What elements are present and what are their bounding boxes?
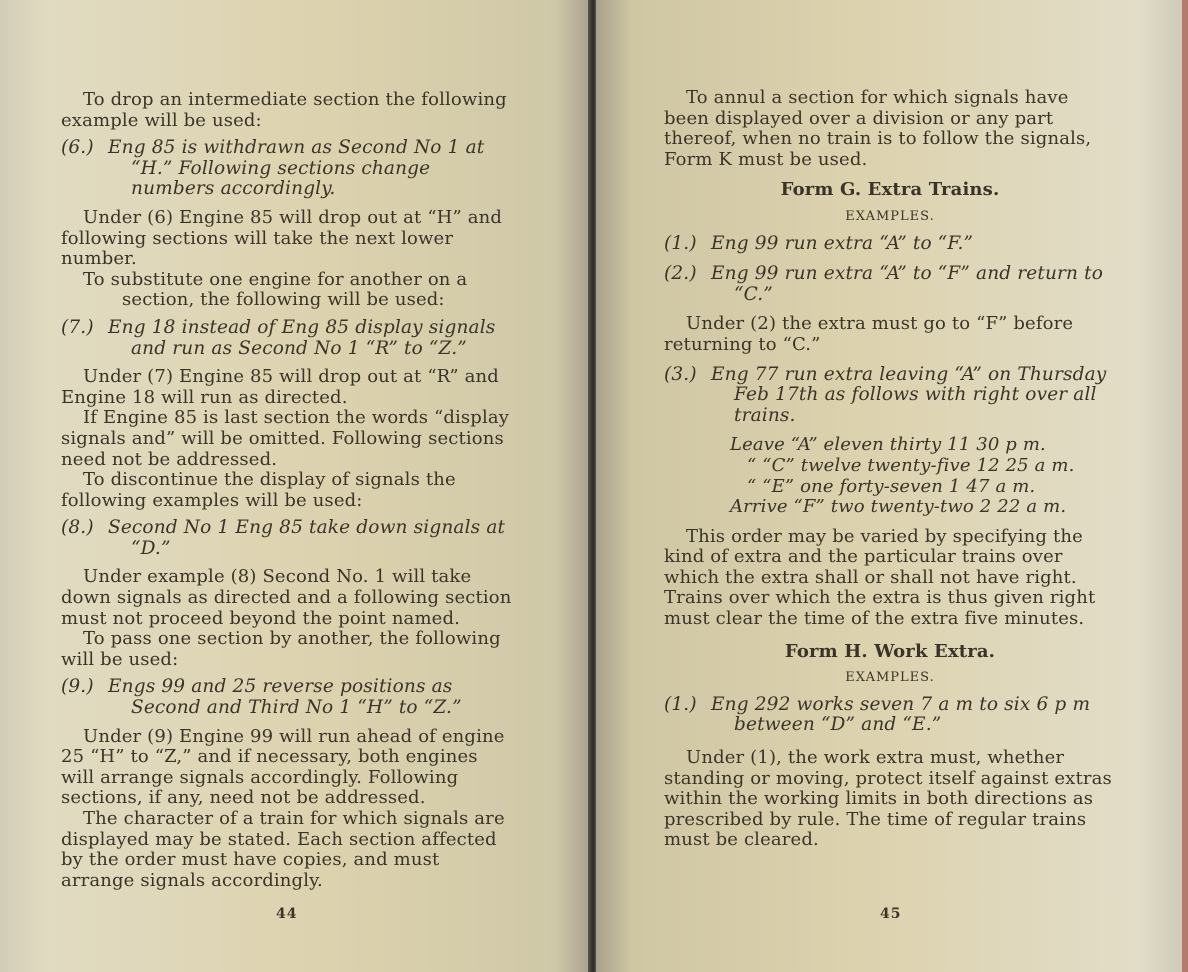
right-paragraph-4: Under (1), the work extra must, whether standing or moving, protect itself against extras within the working limits in both directions as prescribed by rule. The time of regular trains must be cleared.: [664, 747, 1112, 851]
right-paragraph-3: This order may be varied by specifying the kind of extra and the particular trains over which the extra shall or shall not have right. Trains over which the extra is thus given right must clear the time of the extra five minutes.: [664, 525, 1096, 630]
right-page-number: 45: [880, 906, 902, 922]
left-paragraph-7: Under example (8) Second No. 1 will take down signals as directed and a following section must not proceed beyond the point named.: [61, 566, 512, 629]
schedule-line-2: “ “C” twelve twenty-five 12 25 a m.: [747, 454, 1075, 476]
left-paragraph-10: The character of a train for which signals are displayed may be stated. Each section affected by the order must have copies, and must arrange signals accordingly.: [61, 808, 505, 891]
example-7-text: Eng 18 instead of Eng 85 display signals and run as Second No 1 “R” to “Z.”: [108, 316, 496, 359]
schedule-line-1: Leave “A” eleven thirty 11 30 p m.: [730, 434, 1046, 456]
form-h-example-1-text: Eng 292 works seven 7 a m to six 6 p m between “D” and “E.”: [711, 693, 1091, 736]
form-h-heading: Form H. Work Extra.: [784, 640, 996, 662]
form-g-examples-label: EXAMPLES.: [845, 208, 935, 224]
left-paragraph-2: Under (6) Engine 85 will drop out at “H” and following sections will take the next lower number.: [61, 206, 503, 270]
form-h-example-1-number: (1.): [664, 693, 697, 715]
right-paragraph-2: Under (2) the extra must go to “F” before returning to “C.”: [664, 313, 1074, 355]
schedule-line-3: “ “E” one forty-seven 1 47 a m.: [747, 475, 1036, 497]
form-g-example-2-number: (2.): [664, 263, 697, 285]
left-text-column: [61, 90, 513, 891]
left-paragraph-1: To drop an intermediate section the following example will be used:: [61, 89, 507, 131]
example-8-number: (8.): [61, 517, 94, 539]
right-page: [596, 0, 1188, 972]
form-g-example-3-text: Eng 77 run extra leaving “A” on Thursday Feb 17th as follows with right over all trains.: [711, 363, 1107, 426]
left-paragraph-4: Under (7) Engine 85 will drop out at “R” and Engine 18 will run as directed.: [61, 366, 499, 408]
form-g-heading: Form G. Extra Trains.: [780, 179, 1000, 201]
example-8: [61, 518, 513, 559]
schedule-line-4: Arrive “F” two twenty-two 2 22 a m.: [730, 496, 1067, 518]
left-paragraph-6: To discontinue the display of signals the following examples will be used:: [61, 469, 456, 511]
form-g-example-1-number: (1.): [664, 232, 697, 254]
schedule-block: [664, 435, 1116, 517]
left-paragraph-9: Under (9) Engine 99 will run ahead of engine 25 “H” to “Z,” and if necessary, both engines will arrange signals accordingly. Following sections, if any, need not be addressed.: [61, 725, 505, 809]
form-g-example-1-text: Eng 99 run extra “A” to “F.”: [711, 232, 974, 254]
form-g-example-2-text: Eng 99 run extra “A” to “F” and return to “C.”: [711, 263, 1103, 305]
left-page: [0, 0, 590, 972]
form-g-example-3: [664, 365, 1116, 427]
form-g-example-2: [664, 264, 1116, 305]
right-paragraph-1: To annul a section for which signals have been displayed over a division or any part thereof, when no train is to follow the signals, Form K must be used.: [664, 87, 1092, 170]
example-9: [61, 677, 513, 718]
example-6-text: Eng 85 is withdrawn as Second No 1 at “H.” Following sections change numbers accordingly.: [108, 137, 485, 200]
example-8-text: Second No 1 Eng 85 take down signals at “D.”: [108, 517, 506, 559]
form-h-example-1: [664, 695, 1116, 736]
left-paragraph-5: If Engine 85 is last section the words “display signals and” will be omitted. Following sections need not be addressed.: [61, 407, 510, 470]
form-g-example-1: [664, 234, 1116, 255]
left-paragraph-3: To substitute one engine for another on a section, the following will be used:: [83, 268, 468, 311]
form-g-example-3-number: (3.): [664, 363, 697, 385]
example-6: [61, 138, 513, 200]
right-text-column: [664, 88, 1116, 851]
left-paragraph-8: To pass one section by another, the following will be used:: [61, 628, 501, 670]
example-9-text: Engs 99 and 25 reverse positions as Second and Third No 1 “H” to “Z.”: [108, 676, 462, 719]
page-edge: [1182, 0, 1188, 972]
form-h-examples-label: EXAMPLES.: [845, 670, 935, 686]
example-6-number: (6.): [61, 137, 94, 159]
example-7: [61, 318, 513, 359]
example-9-number: (9.): [61, 676, 94, 698]
example-7-number: (7.): [61, 316, 94, 338]
left-page-number: 44: [276, 906, 298, 922]
